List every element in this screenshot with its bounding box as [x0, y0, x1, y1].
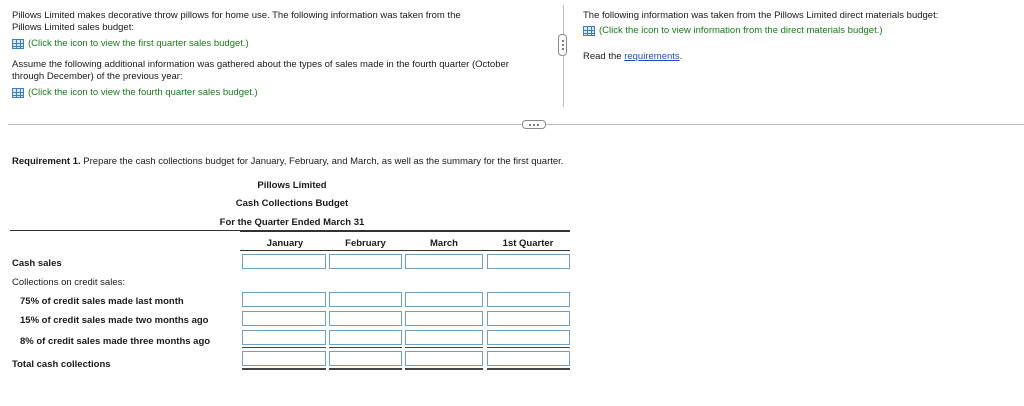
additional-info-line-2: through December) of the previous year:: [12, 70, 183, 82]
table-icon: [583, 26, 595, 36]
header-rule-2: [240, 231, 570, 232]
subtotal-rule-feb: [329, 347, 402, 348]
total-january-input[interactable]: [242, 351, 326, 366]
subtotal-rule-q: [487, 347, 570, 348]
additional-info-paragraph: [12, 59, 552, 82]
read-prefix: Read the: [583, 51, 625, 62]
direct-materials-text: The following information was taken from the Pillows Limited direct materials budget:: [583, 10, 939, 21]
r75-february-input[interactable]: [329, 292, 402, 307]
row-collections-header: Collections on credit sales:: [12, 277, 125, 288]
row-8-percent: 8% of credit sales made three months ago: [20, 336, 211, 347]
total-double-rule-feb: [329, 368, 402, 370]
subtotal-rule-mar: [405, 347, 483, 348]
cash-sales-quarter-input[interactable]: [487, 254, 570, 269]
r15-february-input[interactable]: [329, 311, 402, 326]
company-name: Pillows Limited: [257, 180, 327, 191]
total-double-rule-mar: [405, 368, 483, 370]
table-icon: [12, 88, 24, 98]
total-march-input[interactable]: [405, 351, 483, 366]
subtotal-rule-jan: [242, 347, 326, 348]
r8-january-input[interactable]: [242, 330, 326, 345]
first-quarter-sales-link[interactable]: [12, 38, 249, 49]
row-75-percent: 75% of credit sales made last month: [20, 296, 184, 307]
total-double-rule-q: [487, 368, 570, 370]
r15-march-input[interactable]: [405, 311, 483, 326]
col-march: March: [430, 238, 458, 249]
requirement-description: Prepare the cash collections budget for January, February, and March, as well as the summary for the first quarter.: [80, 156, 564, 167]
cash-sales-march-input[interactable]: [405, 254, 483, 269]
vertical-divider: [563, 5, 564, 107]
fourth-quarter-sales-link-text: (Click the icon to view the fourth quarter sales budget.): [28, 87, 258, 98]
first-quarter-sales-link-text: (Click the icon to view the first quarter sales budget.): [28, 38, 249, 49]
r75-march-input[interactable]: [405, 292, 483, 307]
table-icon: [12, 39, 24, 49]
fourth-quarter-sales-link[interactable]: [12, 87, 258, 98]
total-february-input[interactable]: [329, 351, 402, 366]
row-total: Total cash collections: [12, 359, 111, 370]
cash-sales-january-input[interactable]: [242, 254, 326, 269]
horizontal-divider: [8, 124, 1024, 125]
intro-paragraph: [12, 10, 552, 33]
read-suffix: .: [679, 51, 683, 62]
vertical-resize-handle[interactable]: [558, 34, 567, 56]
r15-quarter-input[interactable]: [487, 311, 570, 326]
intro-line-1: Pillows Limited makes decorative throw pillows for home use. The following information was taken from the: [12, 10, 461, 21]
r8-february-input[interactable]: [329, 330, 402, 345]
horizontal-resize-handle[interactable]: [522, 120, 546, 129]
row-15-percent: 15% of credit sales made two months ago: [20, 315, 209, 326]
total-quarter-input[interactable]: [487, 351, 570, 366]
r75-january-input[interactable]: [242, 292, 326, 307]
column-header-rule: [240, 250, 570, 251]
budget-period: For the Quarter Ended March 31: [219, 217, 365, 228]
col-february: February: [345, 238, 386, 249]
r8-march-input[interactable]: [405, 330, 483, 345]
direct-materials-link[interactable]: [583, 25, 883, 36]
direct-materials-link-text: (Click the icon to view information from the direct materials budget.): [599, 25, 883, 36]
cash-sales-february-input[interactable]: [329, 254, 402, 269]
total-double-rule-jan: [242, 368, 326, 370]
additional-info-line-1: Assume the following additional information was gathered about the types of sales made in the fourth quarter (October: [12, 59, 509, 70]
requirement-text: [12, 156, 712, 168]
col-first-quarter: 1st Quarter: [502, 238, 554, 249]
r75-quarter-input[interactable]: [487, 292, 570, 307]
r15-january-input[interactable]: [242, 311, 326, 326]
r8-quarter-input[interactable]: [487, 330, 570, 345]
requirements-link[interactable]: requirements: [624, 51, 680, 62]
row-cash-sales: Cash sales: [12, 258, 62, 269]
col-january: January: [266, 238, 304, 249]
budget-title: Cash Collections Budget: [235, 198, 349, 209]
intro-line-2: Pillows Limited sales budget:: [12, 21, 134, 33]
read-requirements: [583, 51, 682, 63]
requirement-label: Requirement 1.: [12, 156, 81, 167]
